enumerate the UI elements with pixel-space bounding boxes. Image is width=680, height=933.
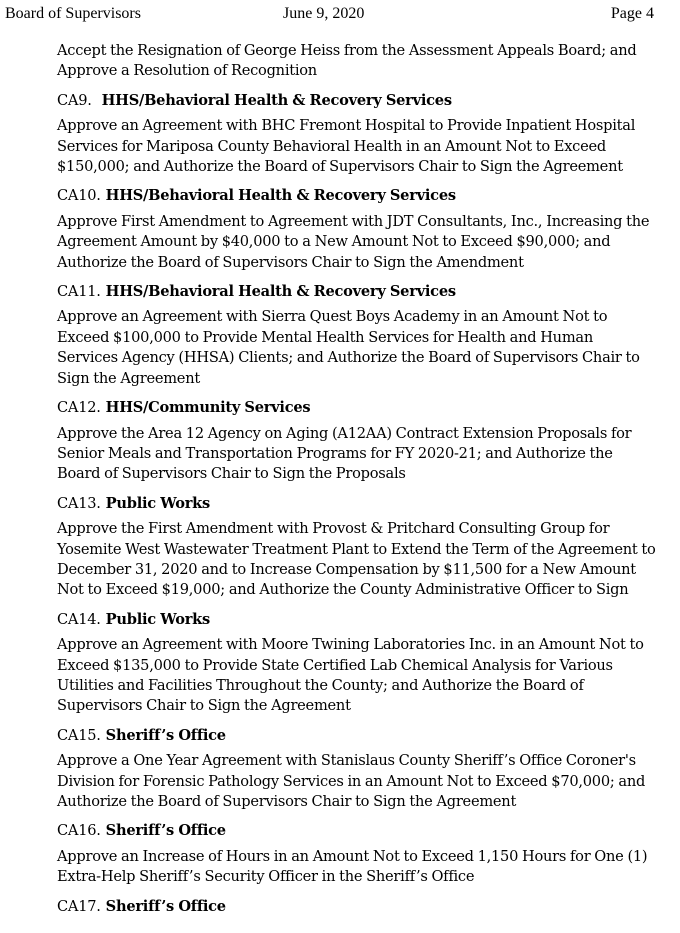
item-title xyxy=(57,726,657,746)
item-number: CA16. xyxy=(57,822,101,840)
item-body: Approve an Agreement with Moore Twining Laboratories Inc. in an Amount Not to Exceed $135,000 to Provide State Certified Lab Chemical Analysis for Various Utilities and Facilities Throughout the County; and Authorize the Board of Supervisors Chair to Sign the Agreement xyxy=(57,636,644,715)
item-department: Sheriff’s Office xyxy=(105,726,226,744)
agenda-item-ca11 xyxy=(57,282,657,389)
agenda-item-ca9 xyxy=(57,91,657,178)
agenda-item-ca10 xyxy=(57,186,657,273)
item-number: CA12. xyxy=(57,399,101,417)
agenda-item-ca15 xyxy=(57,726,657,813)
item-body: Approve an Increase of Hours in an Amount Not to Exceed 1,150 Hours for One (1) Extra-Help Sheriff’s Security Officer in the Sheriff’s Office xyxy=(57,847,648,886)
intro-item xyxy=(57,41,657,82)
item-body: Approve a One Year Agreement with Stanislaus County Sheriff’s Office Coroner's Division for Forensic Pathology Services in an Amount Not to Exceed $70,000; and Authorize the Board of Supervisors Chair to Sign the Agreement xyxy=(57,752,646,810)
item-body: Approve an Agreement with BHC Fremont Hospital to Provide Inpatient Hospital Services for Mariposa County Behavioral Health in an Amount Not to Exceed $150,000; and Authorize the Board of Supervisors Chair to Sign the Agreement xyxy=(57,117,636,176)
item-title xyxy=(57,186,657,206)
item-number: CA17. xyxy=(57,897,101,915)
item-department: HHS/Behavioral Health & Recovery Services xyxy=(105,283,456,301)
page-header xyxy=(5,3,654,25)
item-department: HHS/Community Services xyxy=(105,399,311,417)
item-department: Sheriff’s Office xyxy=(105,822,226,840)
agenda-item-ca17 xyxy=(57,897,657,917)
agenda-item-ca14 xyxy=(57,610,657,717)
item-department: Public Works xyxy=(105,494,210,512)
item-title xyxy=(57,494,657,514)
item-title xyxy=(57,282,657,302)
item-number: CA9. xyxy=(57,91,92,109)
item-number: CA15. xyxy=(57,726,101,744)
header-date: June 9, 2020 xyxy=(283,5,365,22)
header-board-name: Board of Supervisors xyxy=(5,5,141,22)
item-title xyxy=(57,610,657,630)
item-body: Approve an Agreement with Sierra Quest Boys Academy in an Amount Not to Exceed $100,000 to Provide Mental Health Services for Health and Human Services Agency (HHSA) Clients; and Authorize the Board of Supervisors Chair to Sign the Agreement xyxy=(57,308,640,387)
item-department: HHS/Behavioral Health & Recovery Services xyxy=(101,91,452,109)
item-department: Sheriff’s Office xyxy=(105,897,226,915)
item-department: HHS/Behavioral Health & Recovery Services xyxy=(105,187,456,205)
agenda-item-ca16 xyxy=(57,821,657,887)
item-number: CA14. xyxy=(57,610,101,628)
item-body: Approve the Area 12 Agency on Aging (A12AA) Contract Extension Proposals for Senior Meals and Transportation Programs for FY 2020-21; and Authorize the Board of Supervisors Chair to Sign the Proposals xyxy=(57,424,632,483)
item-number: CA13. xyxy=(57,494,101,512)
item-body: Approve the First Amendment with Provost & Pritchard Consulting Group for Yosemite West Wastewater Treatment Plant to Extend the Term of the Agreement to December 31, 2020 and to Increase Compensation by $11,500 for a New Amount Not to Exceed $19,000; and Authorize the County Administrative Officer to Sign xyxy=(57,520,656,599)
item-department: Public Works xyxy=(105,610,210,628)
intro-text: Accept the Resignation of George Heiss from the Assessment Appeals Board; and Approve a Resolution of Recognition xyxy=(57,42,637,80)
agenda-content xyxy=(57,41,657,922)
agenda-item-ca12 xyxy=(57,398,657,485)
item-title xyxy=(57,91,657,111)
item-number: CA10. xyxy=(57,187,101,205)
header-page-number: Page 4 xyxy=(610,5,654,22)
item-title xyxy=(57,897,657,917)
agenda-item-ca13 xyxy=(57,494,657,601)
item-body: Approve First Amendment to Agreement with JDT Consultants, Inc., Increasing the Agreement Amount by $40,000 to a New Amount Not to Exceed $90,000; and Authorize the Board of Supervisors Chair to Sign the Amendment xyxy=(57,212,650,271)
item-number: CA11. xyxy=(57,283,101,301)
item-title xyxy=(57,398,657,418)
item-title xyxy=(57,821,657,841)
